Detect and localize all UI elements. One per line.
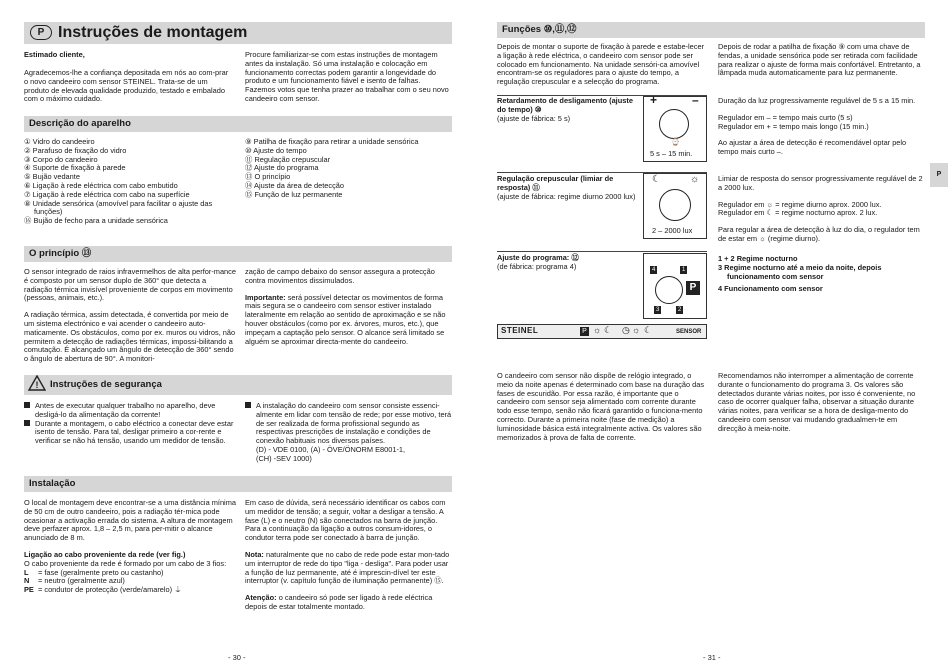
list-item: ⑧ Unidade sensórica (amovível para facilitar o ajuste das: [24, 198, 213, 208]
paragraph: Regulador em ☼ = regime diurno aprox. 2000 lux.: [718, 199, 882, 209]
paragraph: [245, 294, 452, 347]
page-number-right: - 31 -: [703, 653, 721, 662]
subheading: Ligação ao cabo proveniente da rede (ver fig.): [24, 549, 186, 559]
safety-right: [245, 402, 452, 464]
safety-item: [24, 420, 236, 446]
twilight-knob[interactable]: [659, 189, 691, 221]
delay-heading: Retardamento de desligamento (ajuste do tempo) ⑩: [497, 96, 633, 114]
wire-row: [24, 586, 236, 595]
strip-sensor-label: SENSOR: [676, 329, 702, 335]
sun-icon: ☼: [690, 174, 700, 185]
note-label: Nota:: [245, 549, 264, 559]
program-list: [718, 255, 925, 294]
bullet-icon: [24, 402, 30, 408]
paragraph: O cabo proveniente da rede é formado por um cabo de 3 fios:: [24, 558, 227, 568]
intro-right: Procure familiarizar-se com estas instruções de montagem antes da instalação. Só uma instalação e colocação em funcionamento correctas podem garantir a longevidade do produto e um funcionamento fiável e isento de falhas. Fazemos votos que tenha prazer ao trabalhar com o seu novo candeeiro com sensor.: [245, 50, 449, 103]
principle-right: [245, 268, 452, 354]
dial-range: 5 s – 15 min.: [650, 149, 693, 158]
safety-text: Durante a montagem, o cabo eléctrico a conectar deve estar isento de tensão. Para tal, desligar primeiro a cor-rente e verificar se não há tensão, usando um medidor de tensão.: [35, 418, 234, 446]
prog-3-marker: 3: [656, 307, 660, 313]
list-item: ⑨ Patilha de fixação para retirar a unidade sensórica: [245, 137, 419, 146]
language-tab: P: [930, 163, 948, 187]
norms: (CH) -SEV 1000): [256, 453, 312, 463]
list-item: ③ Corpo do candeeiro: [24, 154, 98, 164]
paragraph: O local de montagem deve encontrar-se a uma distância mínima de 50 cm de outro candeeiro, pois a radiação tér-mica pode ocasionar a activação errada do sistema. A altura de montagem deve perfazer aprox. 1,8 – 2,5 m, para per-mitir o alcance anunciado de 8 m.: [24, 498, 236, 543]
bullet-icon: [24, 420, 30, 426]
important-label: Importante:: [245, 292, 286, 302]
list-item: ④ Suporte de fixação à parede: [24, 163, 126, 173]
paragraph: zação de campo debaixo do sensor assegura a protecção contra movimentos dissimulados.: [245, 267, 435, 285]
brand-logo: STEINEL: [501, 326, 539, 335]
minus-icon: +: [650, 93, 658, 107]
paragraph: Para regular a área de detecção à luz do dia, o regulador tem de estar em ☼ (regime diurno).: [718, 225, 920, 243]
greeting: Estimado cliente,: [24, 50, 85, 59]
prog-4-marker: 4: [652, 267, 656, 273]
page-number-left: - 30 -: [228, 653, 246, 662]
list-item: ⑬ O princípio: [245, 172, 291, 182]
paragraph: Em caso de dúvida, será necessário identificar os cabos com um medidor de tensão; a seguir, voltar a desligar a tensão. A fase (L) e o neutro (N) são conectados na barra de junção. Para a continuação da ligação a outros consum-idores, o condutor terra pode ser conectado à barra de junção.: [245, 498, 446, 543]
list-item: ⑯ Bujão de fecho para a unidade sensórica: [24, 216, 168, 226]
list-item: funções): [34, 207, 63, 217]
paragraph: Regulador em ☾ = regime nocturno aprox. 2 lux.: [718, 208, 878, 218]
list-item: ⑥ Ligação à rede eléctrica com cabo embutido: [24, 180, 178, 190]
safety-text: A instalação do candeeiro com sensor consiste essenci-almente em lidar com tensão de rede; por esse motivo, terá de ser realizada de forma profissional segundo as respectivas prescrições de instalação e condições de conexão habituais nos diversos países.: [256, 401, 452, 446]
wire-code: PE: [24, 585, 34, 595]
strip-moon2-icon: ☾: [644, 325, 653, 335]
svg-text:!: !: [35, 380, 39, 390]
paragraph: A radiação térmica, assim detectada, é convertida por meio de um sistema electrónico e vai acender o candeeiro auto-maticamente. Os obstáculos, como por ex. muros ou vidros, não permitem a detecção de radiações térmicas, impossi-bilitando a comutação. É alcançado um ângulo de detecção de 360° sendo o ângulo de abertura de 90°. A monitori-: [24, 310, 236, 364]
heading-safety: [24, 375, 452, 395]
delay-label: [497, 97, 637, 123]
list-item: ⑩ Ajuste do tempo: [245, 145, 307, 155]
list-item: ⑮ Função de luz permanente: [245, 189, 343, 199]
functions-right: Depois de rodar a patilha de fixação ⑨ com uma chave de fendas, a unidade sensórica pode ser retirada com facilidade para realizar o ajuste de forma mais confortável. Entretanto, a lâmpada muda automaticamente para luz permanente.: [718, 42, 921, 78]
heading-installation: Instalação: [24, 476, 452, 492]
sensor-unit-strip: [497, 324, 707, 339]
divider: [497, 251, 707, 252]
page-title: Instruções de montagem: [58, 24, 248, 41]
wire-desc: = condutor de protecção (verde/amarelo): [38, 585, 173, 595]
list-item: ② Parafuso de fixação do vidro: [24, 145, 127, 155]
summary-right: Recomendamos não interromper a alimentação de corrente durante o funcionamento do programa 3. Os valores são detectados durante várias noites, por isso é conveniente, no caso de ocorrer qualquer falha, observar a situação durante várias noites, para verificar se a hora de desliga-mento do candeeiro com sensor vai mudando gradualmen-te em direcção à meia-noite.: [718, 371, 916, 433]
safety-text: Antes de executar qualquer trabalho no aparelho, deve desligá-lo da alimentação da corrente!: [35, 401, 216, 419]
strip-p-icon: P: [580, 327, 589, 336]
description-list-left: [24, 138, 239, 226]
paragraph: Ao ajustar a área de detecção é recomendável optar pelo tempo mais curto –.: [718, 138, 907, 157]
twilight-dial-panel: [643, 173, 707, 239]
clock-icon: ⌚: [671, 139, 680, 146]
strip-moon-icon: ☾: [604, 325, 613, 335]
moon-icon: ☾: [652, 174, 661, 185]
wire-desc: = fase (geralmente preto ou castanho): [38, 567, 164, 577]
list-item: ⑭ Ajuste da área de detecção: [245, 180, 345, 190]
time-dial-panel: [643, 93, 707, 162]
ground-icon: ⏚: [174, 585, 182, 595]
functions-left: Depois de montar o suporte de fixação à parede e estabe-lecer a ligação à rede eléctrica, o candeeiro com sensor pode ser colocado em funcionamento. Na unidade sensóri-ca amovível encontram-se os reguladores para o ajuste do tempo, a regulação crepuscular e a selecção do programa.: [497, 42, 705, 87]
paragraph: O sensor integrado de raios infravermelhos de alta perfor-mance é composto por um sensor duplo de 360° que detecta a radiação térmica invisível proveniente de corpos em movimento (pessoas, animais, etc.).: [24, 267, 236, 303]
language-badge: P: [30, 25, 52, 40]
warning-icon: [28, 375, 46, 391]
list-item: ⑫ Ajuste do programa: [245, 163, 319, 173]
list-item: ⑦ Ligação à rede eléctrica com cabo na superfície: [24, 189, 190, 199]
list-item: ⑪ Regulação crepuscular: [245, 154, 331, 164]
list-item: ① Vidro do candeeiro: [24, 137, 95, 146]
delay-text: [718, 97, 925, 157]
list-item: 3 Regime nocturno até a meio da noite, depois funcionamento com sensor: [718, 262, 882, 281]
principle-left: [24, 268, 236, 372]
strip-clock-icon: ◷: [622, 325, 630, 335]
dial-range: 2 – 2000 lux: [652, 226, 693, 235]
paragraph: Regulador em – = tempo mais curto (5 s): [718, 112, 853, 122]
list-item: 1 + 2 Regime nocturno: [718, 254, 798, 263]
time-knob[interactable]: [659, 109, 689, 139]
delay-sub: (ajuste de fábrica: 5 s): [497, 113, 571, 123]
safety-left: [24, 402, 236, 446]
install-right: [245, 499, 452, 620]
list-item: 4 Funcionamento com sensor: [718, 284, 823, 294]
prog-2-marker: 2: [678, 307, 682, 313]
wire-code: L: [24, 567, 29, 577]
paragraph: Limiar de resposta do sensor progressivamente regulável de 2 a 2000 lux.: [718, 174, 923, 192]
paragraph: [245, 551, 452, 586]
paragraph: Duração da luz progressivamente regulável de 5 s a 15 min.: [718, 96, 916, 105]
strip-sun-icon: ☼: [593, 325, 602, 335]
attention-label: Atenção:: [245, 593, 277, 603]
safety-title: Instruções de segurança: [50, 379, 162, 390]
program-heading: Ajuste do programa: ⑫: [497, 253, 579, 262]
bullet-icon: [245, 402, 251, 408]
page-title-bar: [24, 22, 452, 44]
strip-sun2-icon: ☼: [632, 325, 641, 335]
paragraph: [245, 594, 452, 612]
heading-description: Descrição do aparelho: [24, 116, 452, 132]
wire-code: N: [24, 576, 30, 586]
intro-left: Agradecemos-lhe a confiança depositada em nós ao com-prar o novo candeeiro com sensor STEINEL. Trata-se de um produto de elevada qualidade produzido, testado e embalado com o máximo cuidado.: [24, 68, 229, 104]
note-text: naturalmente que no cabo de rede pode estar mon-tado um interruptor de rede do tipo "liga - desliga". Para poder usar a função de luz permanente, até é imprescin-dível ter este interruptor (v. capítulo função de iluminação permanente) ⑮.: [245, 549, 450, 586]
twilight-sub: (ajuste de fábrica: regime diurno 2000 lux): [497, 191, 636, 201]
list-item: ⑤ Bujão vedante: [24, 172, 80, 182]
attention-text: o candeeiro só pode ser ligado à rede eléctrica depois de estar totalmente montado.: [245, 593, 433, 611]
prog-1-marker: 1: [682, 267, 686, 273]
program-p-icon: P: [686, 281, 700, 295]
program-sub: (de fábrica: programa 4): [497, 261, 577, 271]
heading-functions: Funções ⑩,⑪,⑫: [497, 22, 925, 38]
program-label: [497, 254, 637, 272]
description-list-right: [245, 138, 452, 200]
safety-item: [256, 402, 452, 446]
summary-left: O candeeiro com sensor não dispõe de relógio integrado, o meio da noite apenas é determinado com base na duração das fases de escuridão. Por essa razão, é importante que o candeeiro com sensor seja alimentado com corrente durante todo esse tempo, senão não ficará garantido o funciona-mento correcto. Durante a primeira noite (fase de medição) a luminosidade básica está integralmente activa. Os valores são memorizados à prova de falta de corrente.: [497, 371, 705, 442]
norms: (D) - VDE 0100, (A) - ÖVE/ÖNORM E8001-1,: [256, 444, 406, 454]
program-knob[interactable]: [655, 276, 683, 304]
wire-desc: = neutro (geralmente azul): [38, 576, 125, 586]
program-dial-panel: [643, 253, 707, 319]
important-text: será possível detectar os movimentos de forma mais segura se o candeeiro com sensor estiver instalado lateralmente em relação ao sentido de aproximação e se não houver obstáculos (como por ex. árvores, muros, etc.), que impeçam a captação pelo sensor. O alcance será limitado se alguém se aproximar directa-mente do candeeiro.: [245, 292, 446, 346]
install-left: [24, 499, 236, 595]
twilight-text: [718, 175, 925, 244]
plus-icon: –: [692, 93, 699, 107]
paragraph: Regulador em + = tempo mais longo (15 min.): [718, 121, 869, 131]
safety-item: [24, 402, 236, 420]
twilight-heading: Regulação crepuscular (limiar de resposta) ⑪: [497, 174, 614, 192]
twilight-label: [497, 175, 637, 201]
heading-principle: O princípio ⑬: [24, 246, 452, 262]
